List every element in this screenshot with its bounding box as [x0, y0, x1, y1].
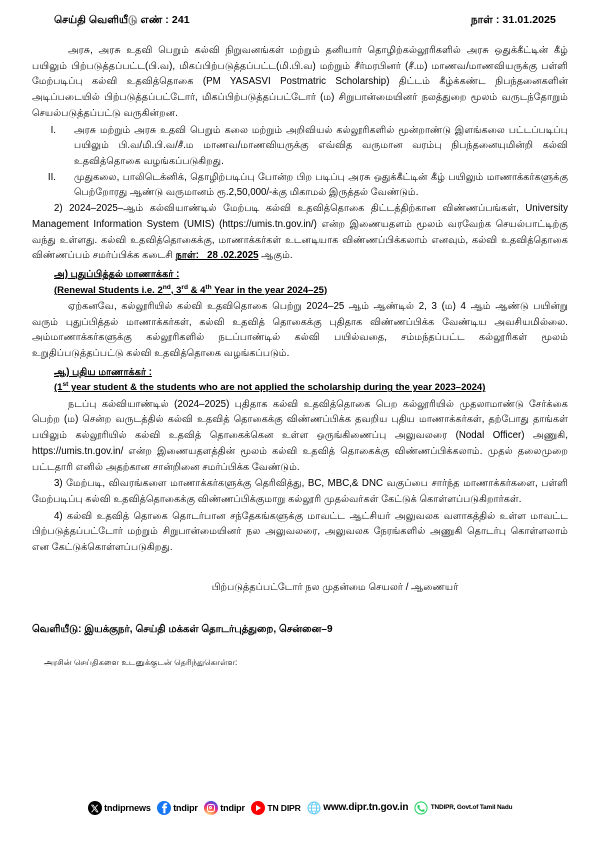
ordinal-suffix-th: th	[205, 283, 212, 291]
conditions-list	[32, 123, 568, 202]
ordinal-suffix-st: st	[62, 381, 69, 389]
x-twitter-icon	[88, 801, 102, 815]
social-label-youtube: TN DIPR	[267, 802, 301, 813]
application-deadline: நாள்: 28 .02.2025	[175, 250, 259, 262]
social-label-whatsapp: TNDIPR, Govt.of Tamil Nadu	[430, 803, 513, 811]
new-students-heading-tamil: ஆ) புதிய மாணாக்கர் :	[54, 366, 152, 378]
list-item-marker: I.	[50, 124, 56, 136]
facebook-icon	[157, 801, 171, 815]
list-item-marker: II.	[47, 171, 56, 183]
ordinal-suffix-rd: rd	[181, 283, 188, 291]
new-students-body: நடப்பு கல்வியாண்டில் (2024–2025) புதிதாக கல்வி உதவித்தொகை பெற கல்லூரியில் முதலாமாண்டு சேர்க்கை பெற்ற (ம) சென்ற வருடத்தில் கல்வி உதவித் தொகைக்கு விண்ணப்பிக்க தவறிய புதிய மாணாக்கர்கள், தற்போது தாங்கள் பயிலும் கல்லூரியில் கல்வி உதவித் தொகைக்கென உள்ள ஒருங்கிணைப்பு அலுவலரை (Nodal Officer) அணுகி, https://umis.tn.gov.in/ என்ற இணையதளத்தின் மூலம் கல்வி உதவித் தொகைக்கு விண்ணப்பிக்கலாம். முதல் தலைமுறை பட்டதாரி எனில் அதற்கான சான்றினை சமர்ப்பிக்க வேண்டும்.	[32, 398, 568, 473]
social-label-instagram: tndipr	[220, 802, 245, 813]
new-heading-part-2: year student & the students who are not applied the scholarship during the year 2023–2024)	[68, 382, 486, 394]
social-link-instagram[interactable]	[204, 801, 245, 815]
renewal-students-heading-english	[54, 283, 327, 298]
renewal-heading-part-2: , 3	[170, 284, 182, 296]
social-link-website[interactable]	[307, 801, 409, 815]
paragraph-2-text-after: ஆகும்.	[258, 250, 293, 262]
renewal-heading-part-1: (Renewal Students i.e. 2	[54, 284, 163, 296]
list-item-text: முதுகலை, பாலிடெக்னிக், தொழிற்படிப்பு போன்ற பிற படிப்பு அரசு ஒதுக்கீட்டின் கீழ் பயிலும் மாணாக்கர்களுக்கு பெற்றோரது ஆண்டு வருமானம் ரூ.2,50,000/-க்கு மிகாமல் இருத்தல் வேண்டும்.	[74, 171, 568, 199]
renewal-students-body: ஏற்கனவே, கல்லூரியில் கல்வி உதவிதொகை பெற்று 2024–25 ஆம் ஆண்டில் 2, 3 (ம) 4 ஆம் ஆண்டு பயின்று வரும் புதுப்பித்தல் மாணாக்கர்கள், கல்வி உதவித் தொகைக்கு புதிதாக விண்ணப்பிக்க வேண்டிய அவசியமில்லை. அம்மாணாக்கர்களுக்கு கல்லூரிகளில் நடப்பாண்டில் கல்வி பயில்வதை, சம்மந்தப்பட்ட கல்லூரிகள் மூலம் உறுதிப்படுத்தப்பட்டு கல்வி உதவித்தொகை வழங்கப்படும்.	[32, 300, 568, 360]
renewal-students-heading-tamil: அ) புதுப்பித்தல் மாணாக்கர் :	[54, 269, 180, 281]
youtube-icon	[251, 801, 265, 815]
whatsapp-icon	[414, 801, 428, 815]
new-students-heading-english	[54, 380, 485, 395]
paragraph-2-text-before: 2) 2024–2025–ஆம் கல்வியாண்டில் மேற்படி கல்வி உதவித்தொகை திட்டத்திற்கான விண்ணப்பங்கள், University Management Information System (UMIS) (https://umis.tn.gov.in/) என்ற இணையதளம் மூலம் வரவேற்க செயல்பாட்டிற்கு வந்து உள்ளது. கல்வி உதவித்தொகைக்கு, மாணாக்கர்கள் உடனடியாக விண்ணப்பிக்கலாம் எனவும், கல்வி உதவித்தொகை விண்ணப்பம் சமர்ப்பிக்க கடைசி	[32, 203, 568, 262]
press-release-number: செய்தி வெளியீடு எண் : 241	[54, 14, 190, 26]
new-heading-part-1: (1	[54, 382, 63, 394]
press-release-date: நாள் : 31.01.2025	[470, 14, 556, 26]
intro-paragraph: அரசு, அரசு உதவி பெறும் கல்வி நிறுவனங்கள் மற்றும் தனியார் தொழிற்கல்லூரிகளில் அரசு ஒதுக்கீட்டின் கீழ் பயிலும் பிற்படுத்தப்பட்ட(பி.வ), மிகப்பிற்படுத்தப்பட்ட(மி.பி.வ) மற்றும் சீர்மரபினர் (சீ.ம) மாணவ/மாணவியருக்கு பள்ளி மேற்படிப்பு கல்வி உதவித்தொகை (PM YASASVI Postmatric Scholarship) திட்டம் கீழ்க்கண்ட நிபந்தனைகளின் அடிப்படையில் பிற்படுத்தப்பட்டோர், மிகப்பிற்படுத்தப்பட்டோர் (ம) சிறுபான்மையினர் நலத்துறை மூலம் வருடந்தோறும் செயல்படுத்தப்பட்டு வருகின்றன.	[32, 45, 568, 119]
social-link-youtube[interactable]	[251, 801, 301, 815]
publisher-line: வெளியீடு: இயக்குநர், செய்தி மக்கள் தொடர்புத்துறை, சென்னை–9	[32, 623, 333, 635]
social-link-facebook[interactable]	[157, 801, 198, 815]
list-item	[32, 123, 568, 170]
document-header	[32, 14, 568, 27]
social-media-bar	[0, 801, 600, 815]
paragraph-4: 4) கல்வி உதவித் தொகை தொடர்பான சந்தேகங்களுக்கு மாவட்ட ஆட்சியர் அலுவலக வளாகத்தில் உள்ள மாவட்ட பிற்படுத்தப்பட்டோர் மற்றும் சிறுபான்மையினர் நல அலுவலரை, அலுவலக நேரங்களில் அணுகி தொடர்பு கொள்ளலாம் என கேட்டுக்கொள்ளப்படுகிறது.	[32, 510, 568, 554]
paragraph-2	[32, 201, 568, 264]
social-label-x: tndiprnews	[104, 802, 151, 813]
instagram-icon	[204, 801, 218, 815]
social-link-x[interactable]	[88, 801, 151, 815]
paragraph-3: 3) மேற்படி, விவரங்களை மாணாக்கர்களுக்கு தெரிவித்து, BC, MBC,& DNC வகுப்பை சார்ந்த மாணாக்கர்களை, பள்ளி மேற்படிப்பு கல்வி உதவித்தொகைக்கு விண்ணப்பிக்குமாறு கல்லூரி முதல்வர்கள் கேட்டுக் கொள்ளப்படுகிறார்கள்.	[32, 478, 568, 505]
globe-icon	[307, 801, 321, 815]
social-label-website: www.dipr.tn.gov.in	[323, 802, 409, 813]
list-item	[32, 170, 568, 201]
renewal-heading-part-3: & 4	[187, 284, 206, 296]
list-item-text: அரசு மற்றும் அரசு உதவி பெறும் கலை மற்றும் அறிவியல் கல்லூரிகளில் மூன்றாண்டு இளங்கலை பட்டப்படிப்பு பயிலும் பி.வ/மி.பி.வ/சீ.ம மாணவ/மாணவியருக்கு எவ்வித வருமான வரம்பு நிபந்தனையுமின்றி கல்வி உதவித்தொகை வழங்கப்படுகிறது.	[74, 124, 568, 168]
signatory-line: பிற்படுத்தப்பட்டோர் நல முதன்மை செயலர் / ஆணையர்	[211, 581, 459, 593]
renewal-heading-part-4: Year in the year 2024–25)	[211, 284, 328, 296]
follow-us-note: அரசின் செய்திகளை உடனுக்குடன் தெரிந்துகொள்ள:	[44, 657, 238, 667]
social-link-whatsapp[interactable]	[414, 801, 512, 815]
social-label-facebook: tndipr	[173, 802, 198, 813]
ordinal-suffix-nd: nd	[162, 283, 171, 291]
